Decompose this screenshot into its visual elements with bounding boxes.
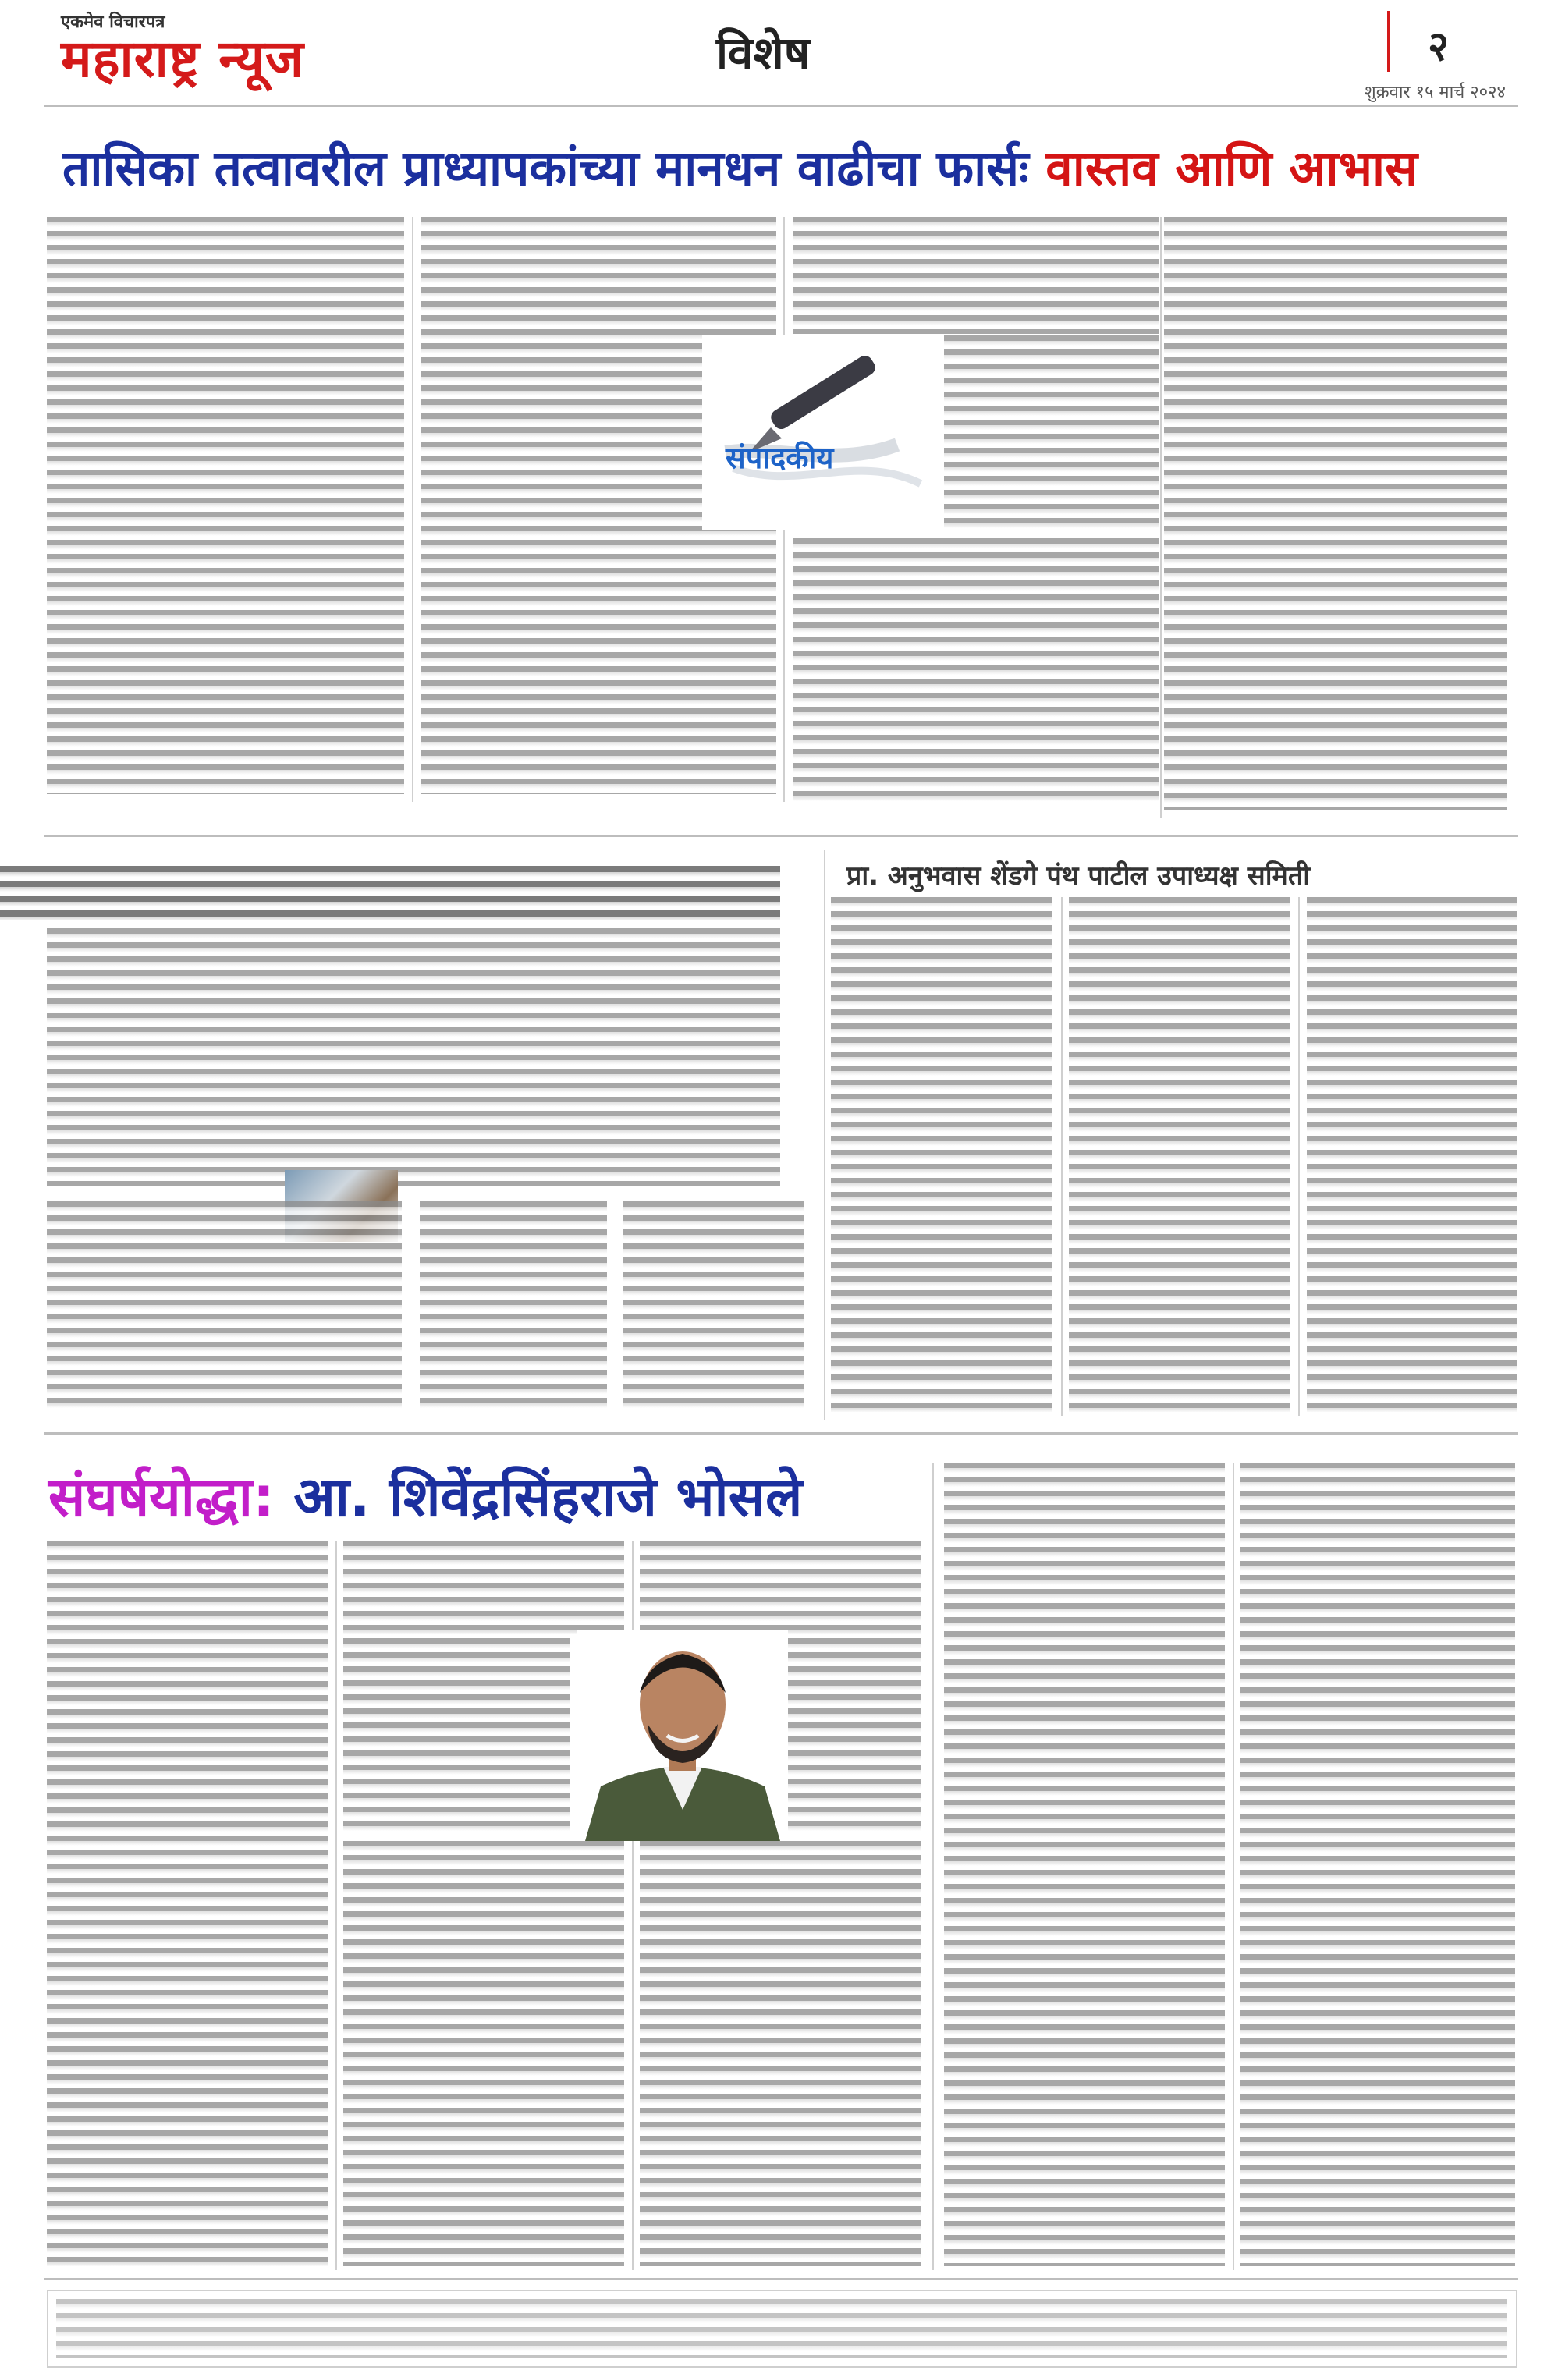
editorial-label: संपादकीय (726, 441, 834, 475)
pen-icon (702, 335, 936, 530)
column-divider (1061, 897, 1063, 1416)
article-1-headline-main: तासिका तत्वावरील प्राध्यापकांच्या मानधन वाढीचा फार्सः (62, 140, 1029, 197)
person-portrait-icon (577, 1630, 788, 1841)
article-2-left-heading-text (0, 866, 780, 920)
article-1-column-4 (1164, 217, 1507, 810)
column-divider (335, 1541, 337, 2270)
column-divider (932, 1463, 934, 2270)
column-divider (824, 850, 825, 1420)
article-1-headline-accent: वास्तव आणि आभास (1045, 140, 1418, 197)
section-title: विशेष (716, 27, 811, 80)
article-2-column-5 (1069, 897, 1290, 1412)
article-3-headline-main: संघर्षयोद्धा: (48, 1465, 275, 1529)
section-rule (44, 1432, 1518, 1435)
article-1-column-1 (47, 217, 404, 794)
article-3-column-3-top (640, 1541, 921, 1634)
article-3-column-2-mid (343, 1638, 570, 1833)
article-1-column-3-side (944, 335, 1159, 530)
footer-rule (44, 2278, 1518, 2280)
article-1-column-3-top (793, 217, 1159, 334)
footer-imprint-text (56, 2299, 1507, 2358)
article-2-column-1 (47, 1201, 402, 1412)
issue-date: शुक्रवार १५ मार्च २०२४ (1364, 83, 1506, 102)
column-divider (412, 217, 413, 802)
article-2-column-6 (1307, 897, 1517, 1412)
column-divider (1298, 897, 1300, 1416)
article-3-headline[interactable] (48, 1457, 802, 1532)
article-2-left-block (47, 928, 780, 1186)
article-3-column-3-mid (780, 1638, 921, 1833)
article-1-column-3 (793, 538, 1159, 803)
column-divider (1160, 217, 1162, 818)
footer-imprint (47, 2290, 1517, 2368)
masthead-rule (44, 105, 1518, 107)
article-2-column-3 (623, 1201, 804, 1412)
article-3-column-4 (944, 1463, 1225, 2266)
article-3-column-2 (343, 1841, 624, 2266)
article-3-column-3 (640, 1841, 921, 2266)
article-2-column-2 (420, 1201, 607, 1412)
article-3-column-2-top (343, 1541, 624, 1634)
editorial-graphic (702, 335, 936, 530)
article-2-subhead[interactable]: प्रा. अनुभवास शेंडगे पंथ पाटील उपाध्यक्ष समिती (846, 860, 1311, 892)
article-3-column-5 (1240, 1463, 1515, 2266)
page-number: २ (1428, 23, 1450, 70)
masthead-brand-name[interactable]: महाराष्ट्र न्यूज (61, 29, 304, 89)
article-1-headline[interactable] (62, 134, 1418, 200)
article-3-headline-name: आ. शिवेंद्रसिंहराजे भोसले (293, 1465, 803, 1529)
masthead-tagline: एकमेव विचारपत्र (61, 12, 165, 32)
article-3-portrait (577, 1630, 788, 1841)
article-3-column-1 (47, 1541, 328, 2266)
column-divider (1233, 1463, 1234, 2270)
article-2-column-4 (831, 897, 1052, 1412)
section-rule (44, 835, 1518, 837)
masthead-red-divider (1387, 11, 1390, 72)
